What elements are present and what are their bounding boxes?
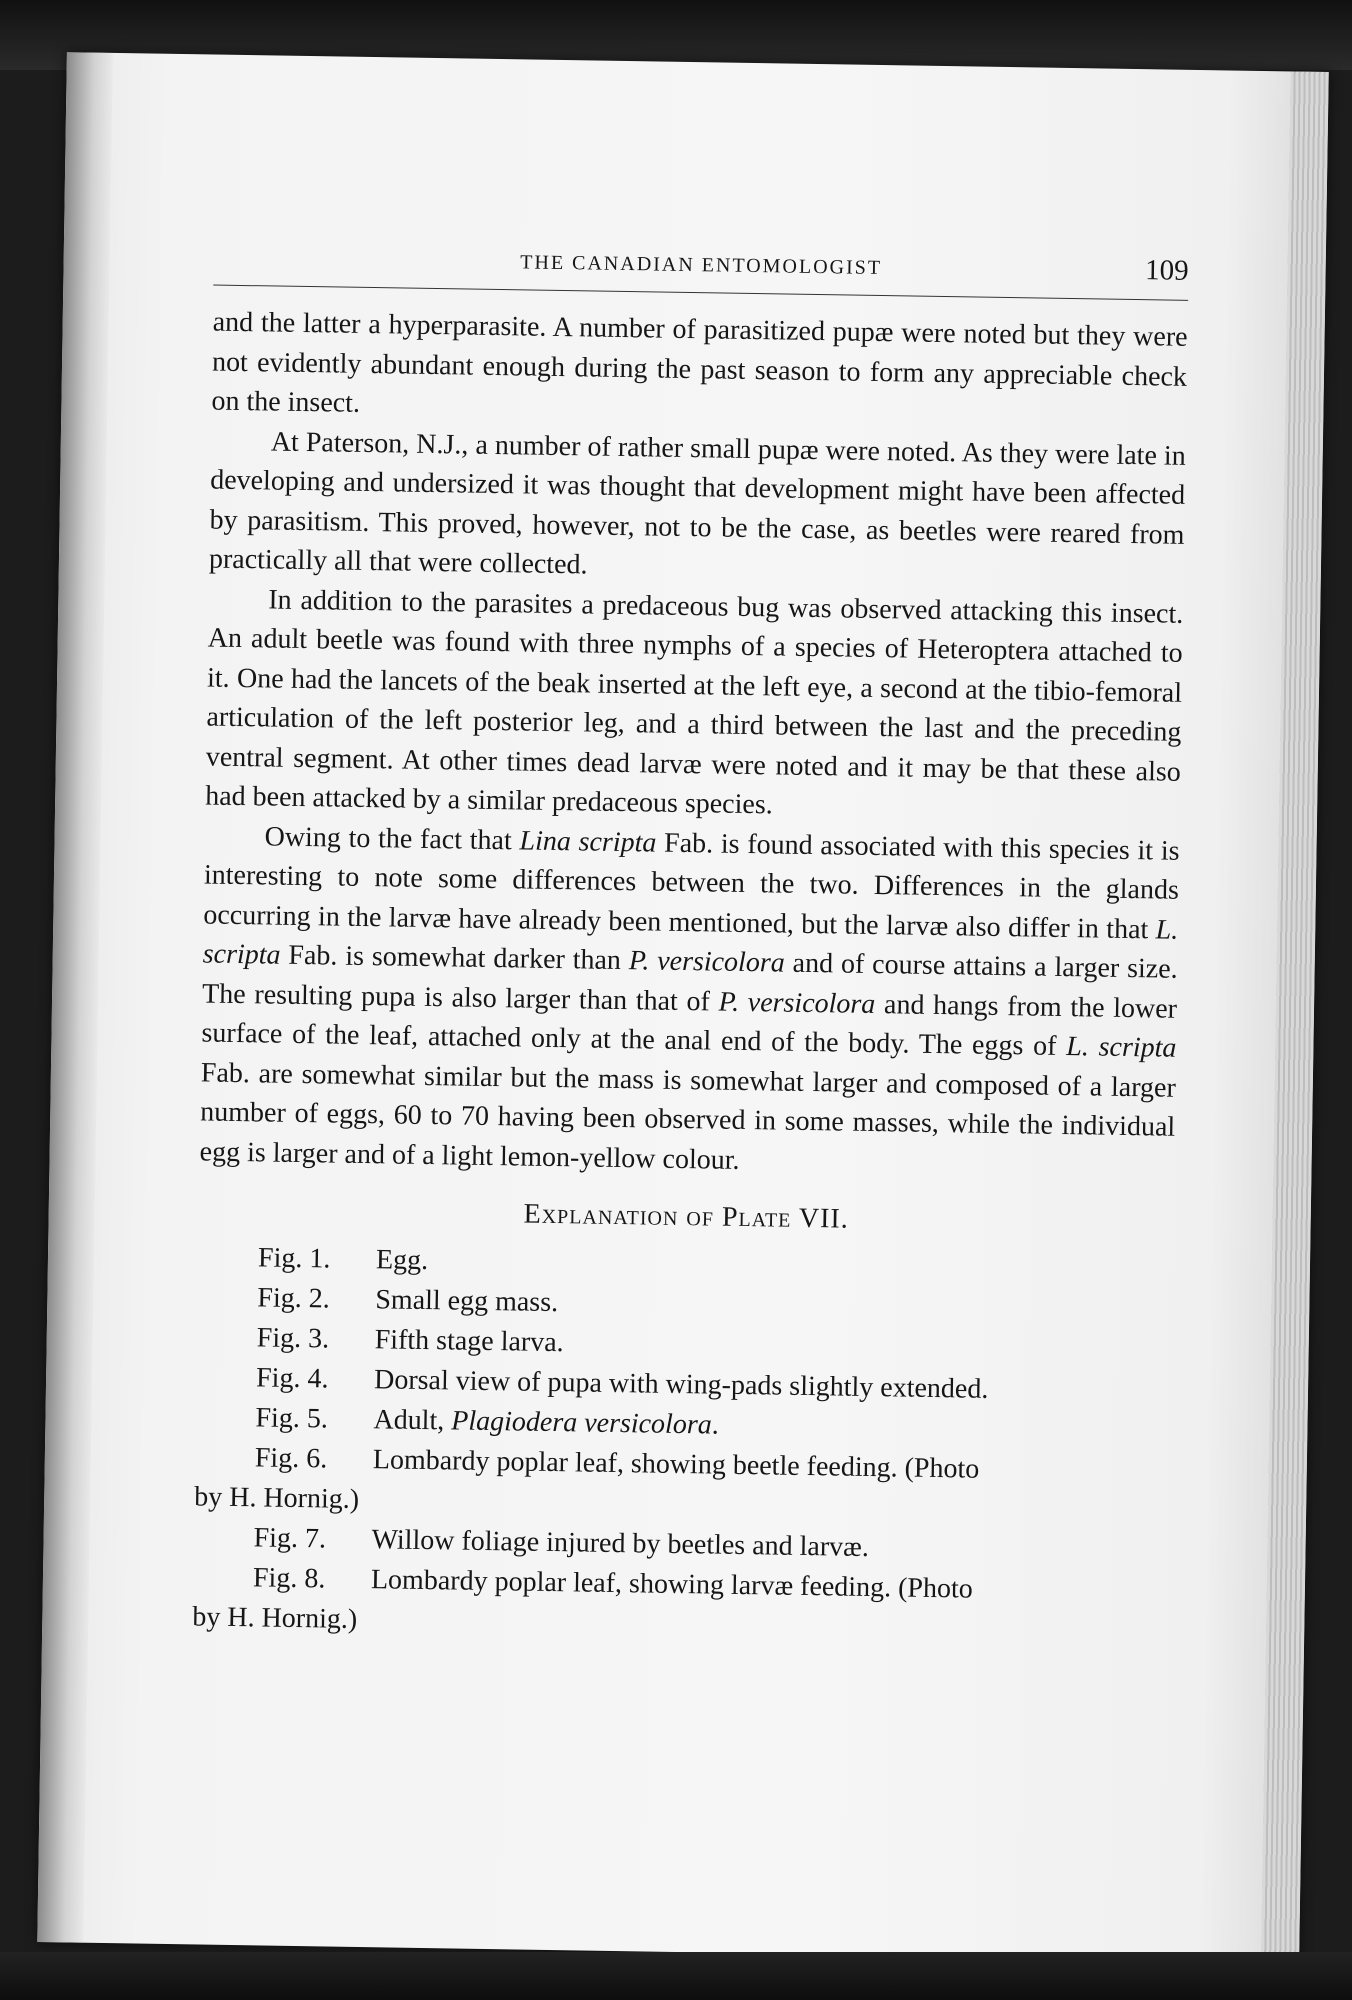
scan-background-bottom: [0, 1952, 1352, 2000]
figure-caption-end: .: [711, 1409, 720, 1441]
text-run: and of course attains a larger size. The resulting pupa is also larger than that of: [201, 947, 1178, 1018]
figure-caption: Small egg mass.: [375, 1283, 559, 1318]
running-head: [213, 229, 1189, 318]
species-name: P. versicolora: [628, 945, 785, 979]
figure-caption: Egg.: [375, 1243, 429, 1276]
page-gutter-shadow: [37, 52, 113, 1942]
running-title: THE CANADIAN ENTOMOLOGIST: [520, 251, 883, 280]
text-run: Fab. is found associated with this species it is interesting to note some differences between the two. Differences in the glands occurring in the larvæ have already been mentioned, but the larvæ also differ in that: [203, 827, 1180, 945]
species-name: P. versicolora: [718, 986, 876, 1020]
figure-number: Fig. 8.: [252, 1561, 326, 1594]
page-edge: [1261, 71, 1329, 1961]
paragraph-continued: and the latter a hyperparasite. A number of parasitized pupæ were noted but they were not evidently abundant enough during the past season to form any appreciable check on the insect.: [211, 306, 1188, 419]
paragraph-predaceous-bug: In addition to the parasites a predaceous bug was observed attacking this insect. An adult beetle was found with three nymphs of a species of Heteroptera attached to it. One had the lancets of the beak inserted at the left eye, a second at the tibio-femoral articulation of the left posterior leg, and a third between the last and the preceding ventral segment. At other times dead larvæ were noted and it may be that these also had been attacked by a similar predaceous species.: [205, 583, 1184, 821]
species-name: Lina scripta: [519, 824, 657, 859]
figure-number: Fig. 2.: [257, 1281, 330, 1314]
figure-number: Fig. 3.: [256, 1321, 330, 1354]
species-name: L. scripta: [202, 913, 1179, 971]
figure-caption: Lombardy poplar leaf, showing larvæ feeding. (Photo: [370, 1563, 974, 1605]
figure-caption-continued: by H. Hornig.): [192, 1600, 358, 1635]
text-run: Fab. are somewhat similar but the mass is somewhat larger and composed of a larger number of eggs, 60 to 70 having been observed in some masses, while the individual egg is larger and of a light lemon-yellow colour.: [199, 1056, 1177, 1176]
paragraph-lina-scripta: [199, 816, 1179, 1187]
figure-caption: Lombardy poplar leaf, showing beetle feeding. (Photo: [372, 1443, 980, 1485]
page-content: [192, 229, 1189, 1653]
plate-explanation-heading: Explanation of Plate VII.: [523, 1198, 850, 1235]
figure-list: [192, 1237, 1173, 1652]
figure-caption-continued: by H. Hornig.): [194, 1480, 360, 1515]
figure-number: Fig. 6.: [254, 1441, 328, 1474]
species-name: Plagiodera versicolora: [451, 1404, 713, 1441]
book-page: [37, 52, 1329, 1962]
figure-caption: Dorsal view of pupa with wing-pads slightly extended.: [373, 1363, 989, 1405]
text-run: Fab. is somewhat darker than: [280, 939, 630, 977]
page-number: 109: [1144, 254, 1189, 287]
text-run: and hangs from the lower surface of the leaf, attached only at the anal end of the body. The eggs of: [201, 988, 1178, 1063]
figure-number: Fig. 4.: [255, 1361, 329, 1394]
species-name: L. scripta: [1066, 1031, 1177, 1064]
figure-number: Fig. 7.: [253, 1521, 327, 1554]
figure-number: Fig. 1.: [257, 1241, 331, 1274]
figure-number: Fig. 5.: [255, 1401, 329, 1434]
paragraph-paterson: At Paterson, N.J., a number of rather small pupæ were noted. As they were late in developing and undersized it was thought that development might have been affected by parasitism. This proved, however, not to be the case, as beetles were reared from practically all that were collected.: [208, 425, 1186, 581]
figure-caption: Adult,: [373, 1403, 452, 1436]
figure-caption: Willow foliage injured by beetles and larvæ.: [371, 1523, 870, 1563]
text-run: Owing to the fact that: [264, 820, 520, 856]
figure-caption: Fifth stage larva.: [374, 1323, 564, 1358]
